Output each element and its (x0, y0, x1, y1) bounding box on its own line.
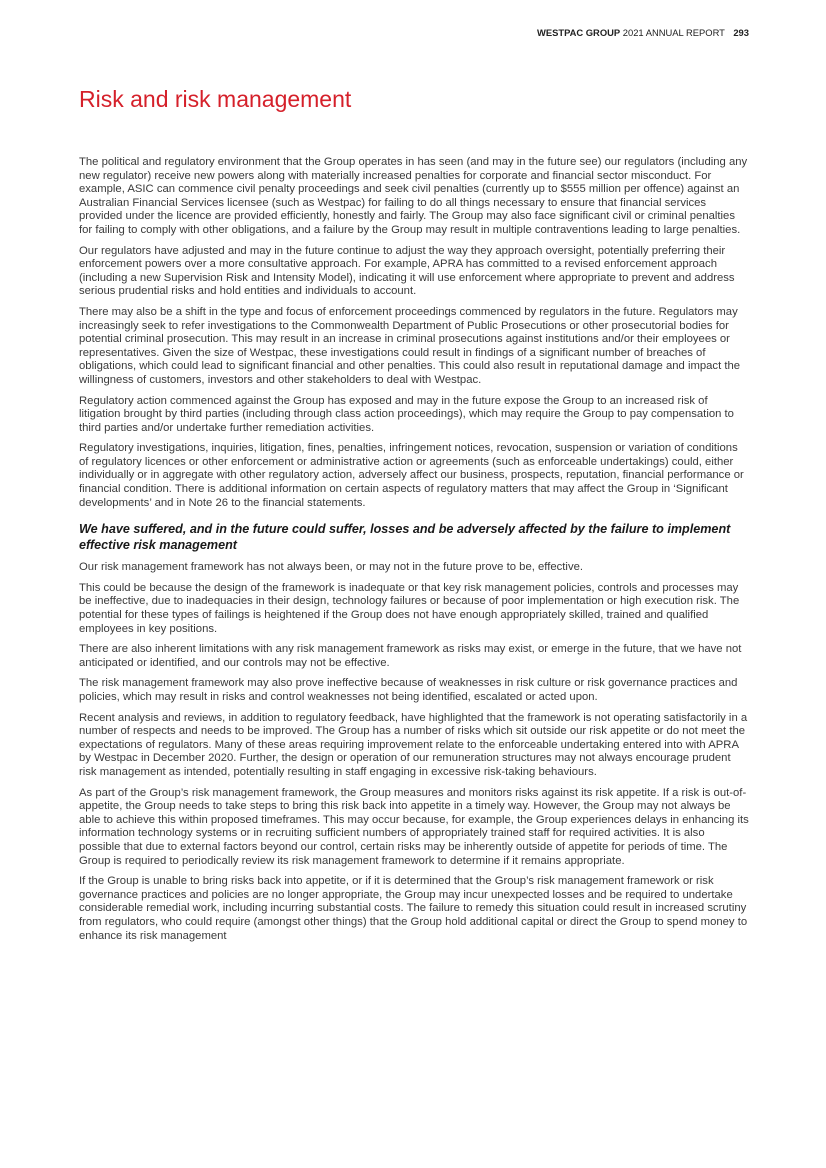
paragraph: This could be because the design of the framework is inadequate or that key risk management policies, controls and processes may be ineffective, due to inadequacies in their design, technology failures or because of poor implementation or high execution risk. The potential for these types of failings is heightened if the Group does not have enough appropriately skilled, trained and qualified employees in key positions. (79, 581, 740, 635)
paragraph: There may also be a shift in the type and focus of enforcement proceedings commenced by regulators in the future. Regulators may increasingly seek to refer investigations to the Commonwealth Department of Public Prosecutions or other prosecutorial bodies for potential criminal prosecution. This may result in an increase in criminal prosecutions against institutions and/or their employees or representatives. Given the size of Westpac, these investigations could result in findings of a significant number of breaches of obligations, which could lead to significant financial and other penalties. This could also result in reputational damage and impact the willingness of customers, investors and other stakeholders to deal with Westpac. (79, 305, 741, 386)
header-report: 2021 ANNUAL REPORT (622, 27, 725, 38)
paragraph: Regulatory action commenced against the Group has exposed and may in the future expose the Group to an increased risk of litigation brought by third parties (including through class action proceedings), which may require the Group to pay compensation to third parties and/or undertake further remediation activities. (79, 394, 734, 434)
paragraph: Regulatory investigations, inquiries, litigation, fines, penalties, infringement notices, revocation, suspension or variation of conditions of regulatory licences or other enforcement or administrative action or agreements (such as enforceable undertakings) could, either individually or in aggregate with other regulatory action, adversely affect our business, prospects, reputation, financial performance or financial condition. There is additional information on certain aspects of regulatory matters that may affect the Group in ‘Significant developments’ and in Note 26 to the financial statements. (79, 442, 744, 509)
paragraph: Our regulators have adjusted and may in the future continue to adjust the way they approach oversight, potentially preferring their enforcement powers over a more consultative approach. For example, APRA has committed to a revised enforcement approach (including a new Supervision Risk and Intensity Model), indicating it will use enforcement where appropriate to prevent and address serious prudential risks and hold entities and individuals to account. (79, 244, 735, 298)
section-title: Risk and risk management (79, 86, 352, 112)
body-text (79, 156, 749, 950)
page-number: 293 (733, 27, 749, 38)
paragraph: The political and regulatory environment that the Group operates in has seen (and may in the future see) our regulators (including any new regulator) receive new powers along with materially increased penalties for corporate and financial sector misconduct. For example, ASIC can commence civil penalty proceedings and seek civil penalties (currently up to $555 million per offence) against an Australian Financial Services licensee (such as Westpac) for failing to do all things necessary to ensure that financial services provided under the licence are provided efficiently, honestly and fairly. The Group may also face significant civil or criminal penalties for failing to comply with other obligations, and a failure by the Group may result in multiple contraventions leading to large penalties. (79, 156, 748, 236)
header-brand: WESTPAC GROUP (536, 27, 621, 38)
paragraph: As part of the Group’s risk management framework, the Group measures and monitors risks against its risk appetite. If a risk is out-of-appetite, the Group needs to take steps to bring this risk back into appetite in a timely way. However, the Group may not always be able to achieve this within proposed timeframes. This may occur because, for example, the Group experiences delays in enhancing its information technology systems or in recruiting sufficient numbers of appropriately trained staff for required activities. It is also possible that due to external factors beyond our control, certain risks may be inherently outside of appetite for periods of time. The Group is required to periodically review its risk management framework to determine if it remains appropriate. (79, 786, 749, 867)
paragraph: Our risk management framework has not always been, or may not in the future prove to be, effective. (79, 561, 584, 574)
paragraph: There are also inherent limitations with any risk management framework as risks may exist, or emerge in the future, that we have not anticipated or identified, and our controls may not be effective. (79, 643, 742, 669)
paragraph: Recent analysis and reviews, in addition to regulatory feedback, have highlighted that the framework is not operating satisfactorily in a number of respects and needs to be improved. The Group has a number of risks which sit outside our risk appetite or do not meet the expectations of regulators. Many of these areas requiring improvement relate to the enforceable undertaking entered into with APRA by Westpac in December 2020. Further, the design or operation of our remuneration structures may not always encourage prudent risk management as intended, potentially resulting in staff engaging in excessive risk-taking behaviours. (79, 711, 748, 778)
page-header (537, 27, 749, 38)
paragraph: The risk management framework may also prove ineffective because of weaknesses in risk culture or risk governance practices and policies, which may result in risks and control weaknesses not being identified, escalated or acted upon. (79, 677, 738, 703)
subheading: We have suffered, and in the future could suffer, losses and be adversely affected by the failure to implement effective risk management (79, 522, 731, 552)
paragraph: If the Group is unable to bring risks back into appetite, or if it is determined that the Group’s risk management framework or risk governance practices and policies are no longer appropriate, the Group may incur unexpected losses and be required to undertake considerable remedial work, including incurring substantial costs. The failure to remedy this situation could result in increased scrutiny from regulators, who could require (amongst other things) that the Group hold additional capital or direct the Group to spend money to enhance its risk management (79, 875, 748, 942)
